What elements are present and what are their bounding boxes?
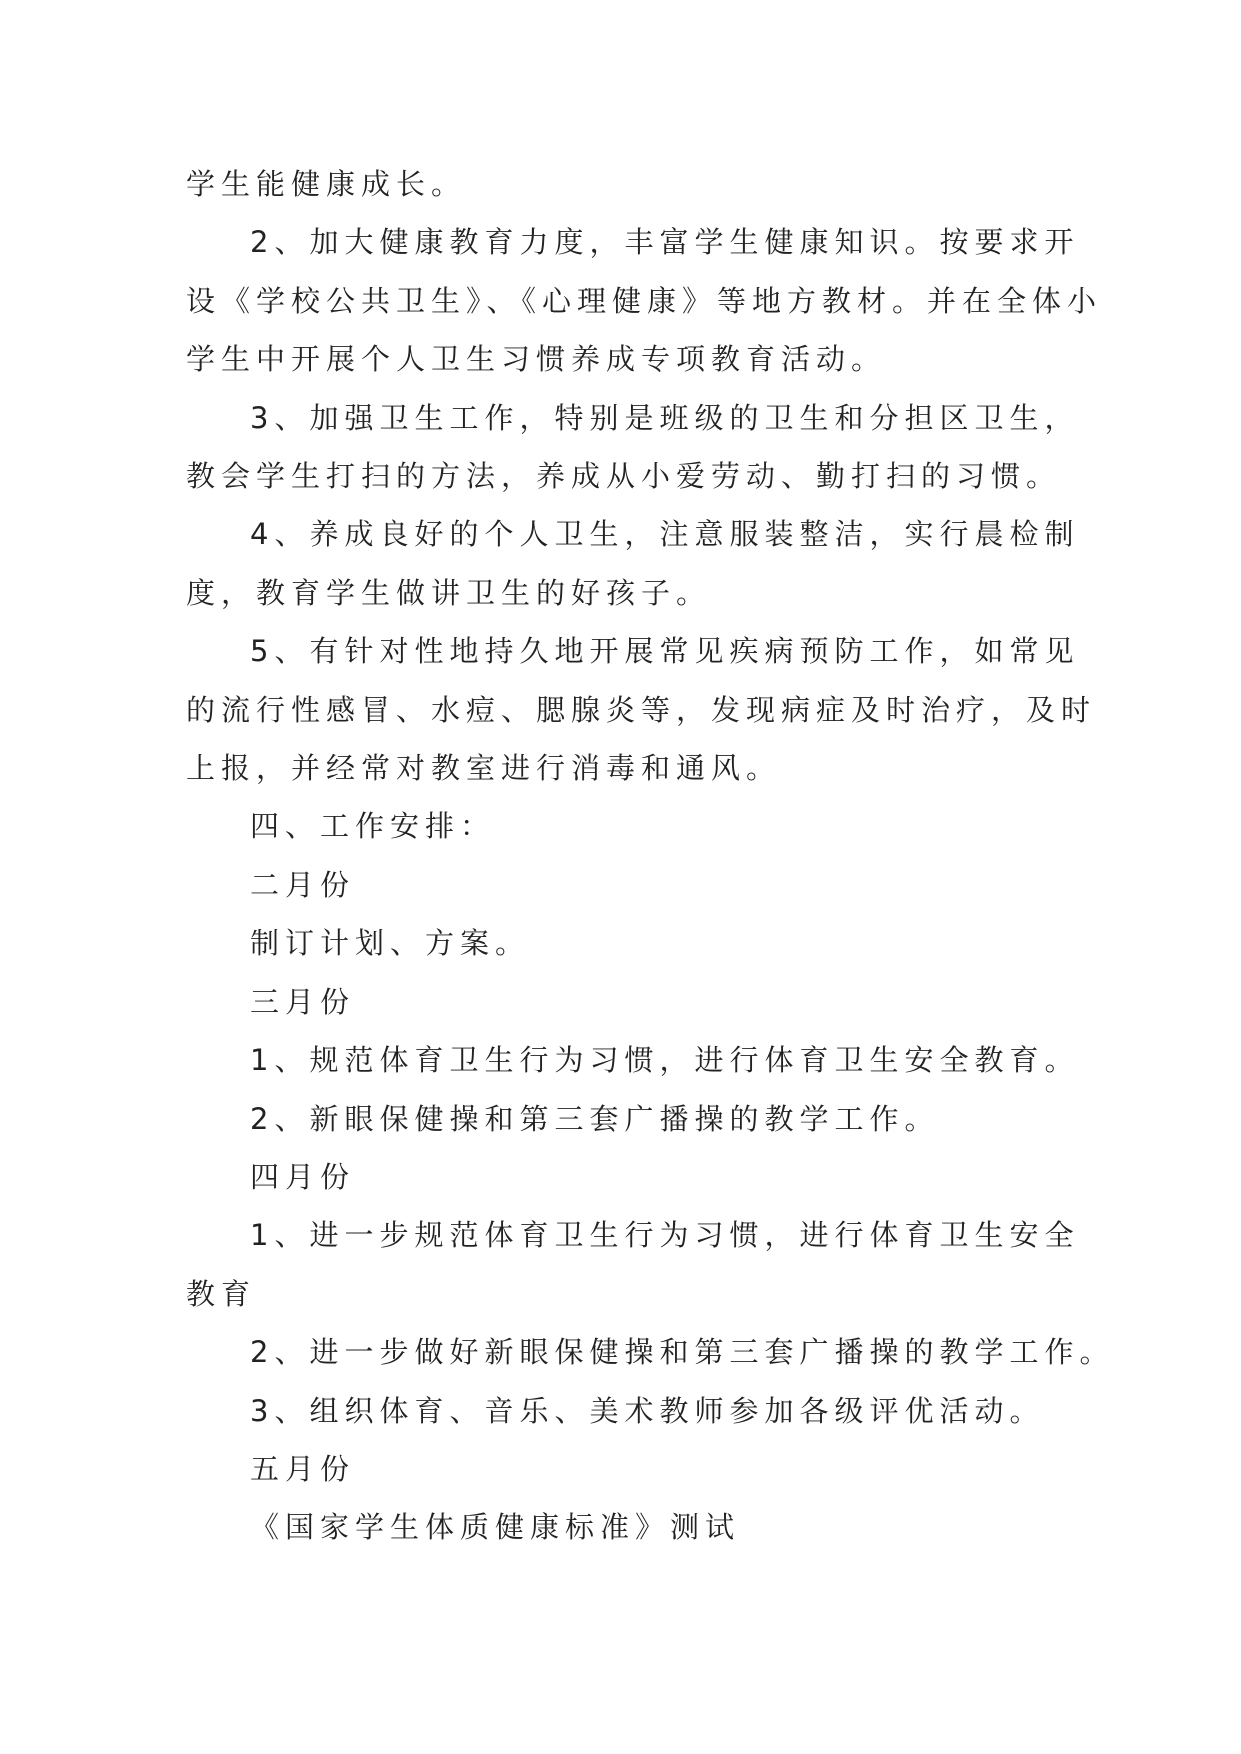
text-line: 教育 bbox=[186, 1276, 257, 1311]
text-line: 2、新眼保健操和第三套广播操的教学工作。 bbox=[250, 1101, 940, 1136]
text-line: 2、加大健康教育力度，丰富学生健康知识。按要求开 bbox=[250, 225, 1080, 260]
month-heading: 四月份 bbox=[250, 1159, 356, 1194]
text-line: 设《学校公共卫生》、《心理健康》等地方教材。并在全体小 bbox=[186, 283, 1103, 318]
text-line: 学生中开展个人卫生习惯养成专项教育活动。 bbox=[186, 342, 887, 377]
section-heading: 四、工作安排： bbox=[250, 809, 496, 844]
text-line: 4、养成良好的个人卫生，注意服装整洁，实行晨检制 bbox=[250, 517, 1080, 552]
document-body bbox=[186, 155, 1115, 1557]
text-line: 2、进一步做好新眼保健操和第三套广播操的教学工作。 bbox=[250, 1335, 1115, 1370]
text-line: 制订计划、方案。 bbox=[250, 926, 531, 961]
month-heading: 五月份 bbox=[250, 1451, 356, 1486]
text-line: 的流行性感冒、水痘、腮腺炎等，发现病症及时治疗，及时 bbox=[186, 692, 1097, 727]
month-heading: 三月份 bbox=[250, 984, 356, 1019]
text-line: 1、进一步规范体育卫生行为习惯，进行体育卫生安全 bbox=[250, 1218, 1080, 1253]
text-line: 上报，并经常对教室进行消毒和通风。 bbox=[186, 751, 782, 786]
text-line: 1、规范体育卫生行为习惯，进行体育卫生安全教育。 bbox=[250, 1043, 1080, 1078]
month-heading: 二月份 bbox=[250, 867, 356, 902]
text-line: 教会学生打扫的方法，养成从小爱劳动、勤打扫的习惯。 bbox=[186, 459, 1062, 494]
text-line: 学生能健康成长。 bbox=[186, 167, 467, 201]
text-line: 《国家学生体质健康标准》测试 bbox=[250, 1510, 741, 1545]
text-line: 5、有针对性地持久地开展常见疾病预防工作，如常见 bbox=[250, 634, 1080, 669]
text-line: 度，教育学生做讲卫生的好孩子。 bbox=[186, 575, 712, 610]
text-line: 3、加强卫生工作，特别是班级的卫生和分担区卫生， bbox=[250, 400, 1080, 435]
text-line: 3、组织体育、音乐、美术教师参加各级评优活动。 bbox=[250, 1393, 1045, 1428]
